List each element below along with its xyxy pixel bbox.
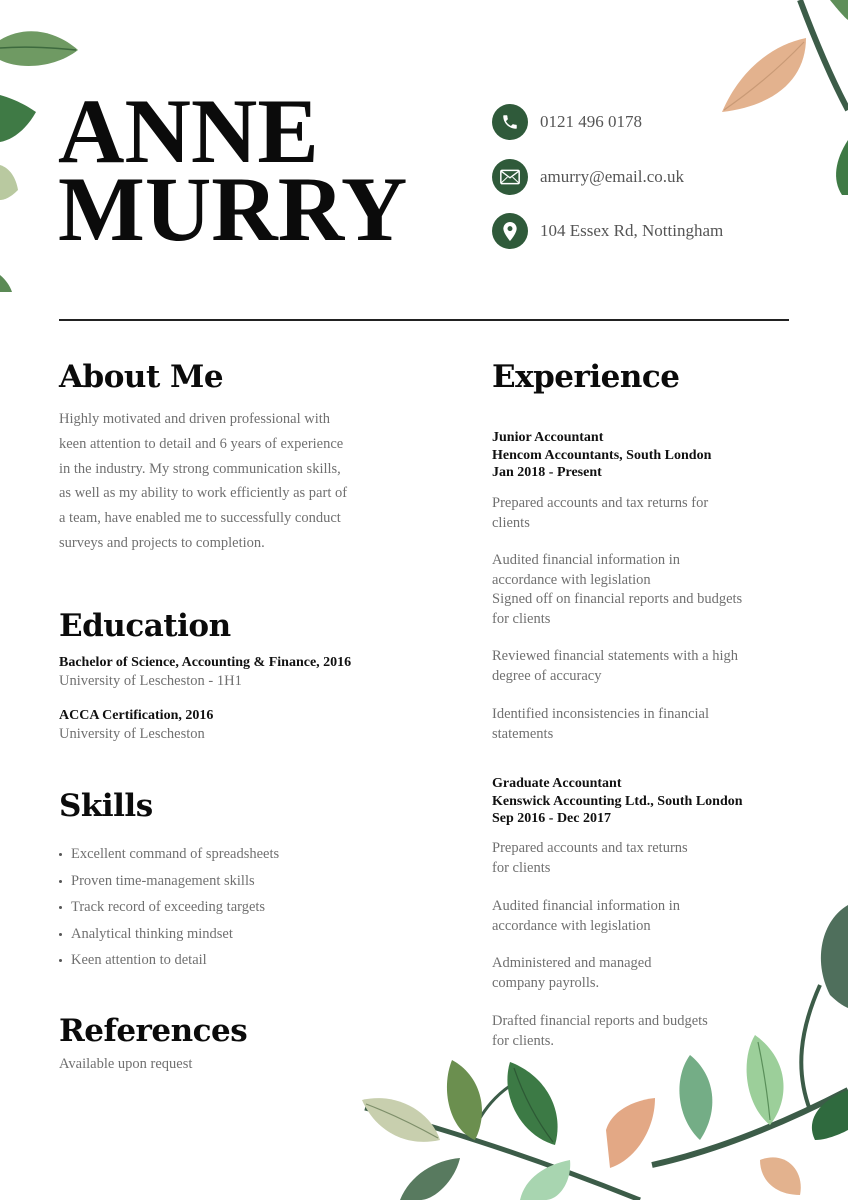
- job-header: [492, 429, 711, 482]
- job-duty: [492, 954, 762, 993]
- job-duty: [492, 494, 762, 533]
- location-pin-icon: [492, 213, 528, 249]
- bottom-center-leaf-cluster: [362, 1060, 655, 1200]
- candidate-name: [58, 80, 408, 260]
- references-text: Available upon request: [59, 1056, 193, 1072]
- experience-heading: Experience: [492, 359, 680, 395]
- about-line: in the industry. My strong communication skills,: [59, 460, 341, 477]
- skill-text: Track record of exceeding targets: [71, 899, 266, 916]
- duty-line: statements: [492, 725, 554, 742]
- list-item: [59, 925, 279, 952]
- references-heading: References: [59, 1013, 248, 1049]
- bullet-icon: [59, 906, 62, 909]
- duty-line: company payrolls.: [492, 974, 600, 991]
- education-item: [59, 654, 351, 691]
- job-duty: [492, 551, 762, 629]
- duty-line: Identified inconsistencies in financial: [492, 706, 710, 722]
- education-heading: Education: [59, 608, 231, 644]
- skill-text: Analytical thinking mindset: [71, 925, 233, 942]
- skill-text: Proven time-management skills: [71, 872, 255, 889]
- duty-line: Audited financial information in: [492, 552, 681, 568]
- job-company: Kenswick Accounting Ltd., South London: [492, 793, 743, 809]
- education-item: [59, 707, 213, 744]
- bullet-icon: [59, 853, 62, 856]
- first-name: ANNE: [58, 80, 319, 182]
- top-right-leaf-cluster: [722, 0, 848, 195]
- last-name: MURRY: [58, 158, 408, 260]
- duty-line: accordance with legislation: [492, 571, 651, 588]
- list-item: [59, 872, 279, 899]
- phone-icon: [492, 104, 528, 140]
- duty-line: Administered and managed: [492, 955, 652, 971]
- job-role: Graduate Accountant: [492, 776, 622, 791]
- skill-text: Excellent command of spreadsheets: [71, 846, 280, 862]
- job-duty: [492, 897, 762, 936]
- job-duty: [492, 1012, 762, 1051]
- about-line: Highly motivated and driven professional with: [59, 411, 331, 427]
- job-role: Junior Accountant: [492, 430, 604, 445]
- phone-number: 0121 496 0178: [540, 112, 642, 131]
- skills-heading: Skills: [59, 788, 153, 824]
- skill-text: Keen attention to detail: [71, 952, 207, 969]
- duty-line: Signed off on financial reports and budgets: [492, 591, 743, 607]
- about-line: as well as my ability to work efficiently as part of: [59, 485, 348, 502]
- job-dates: Jan 2018 - Present: [492, 465, 602, 480]
- envelope-icon: [492, 159, 528, 195]
- duty-line: clients: [492, 514, 530, 531]
- duty-line: Reviewed financial statements with a high: [492, 648, 739, 664]
- duty-line: Prepared accounts and tax returns for: [492, 495, 709, 511]
- duty-line: for clients: [492, 859, 551, 876]
- email-address: amurry@email.co.uk: [540, 167, 685, 186]
- about-text: [59, 407, 379, 556]
- about-heading: About Me: [59, 359, 224, 395]
- about-line: keen attention to detail and 6 years of experience: [59, 435, 344, 452]
- duty-line: Audited financial information in: [492, 898, 681, 914]
- school-name: University of Lescheston: [59, 725, 205, 742]
- job-company: Hencom Accountants, South London: [492, 447, 712, 463]
- bullet-icon: [59, 933, 62, 936]
- street-address: 104 Essex Rd, Nottingham: [540, 221, 724, 240]
- duty-line: Prepared accounts and tax returns: [492, 840, 688, 856]
- header-divider: [59, 319, 789, 321]
- duty-line: for clients.: [492, 1032, 555, 1049]
- job-header: [492, 775, 743, 828]
- job-duty: [492, 839, 762, 878]
- bullet-icon: [59, 959, 62, 962]
- degree-title: Bachelor of Science, Accounting & Finance, 2016: [59, 655, 352, 670]
- duty-line: degree of accuracy: [492, 667, 602, 684]
- duty-line: Drafted financial reports and budgets: [492, 1013, 708, 1029]
- duty-line: accordance with legislation: [492, 917, 651, 934]
- degree-title: ACCA Certification, 2016: [59, 708, 214, 723]
- bullet-icon: [59, 880, 62, 883]
- list-item: [59, 951, 279, 978]
- list-item: [59, 898, 279, 925]
- duty-line: for clients: [492, 610, 551, 627]
- about-line: a team, have enabled me to successfully conduct: [59, 510, 341, 527]
- skills-list: [59, 845, 279, 978]
- about-line: surveys and projects to completion.: [59, 534, 265, 551]
- job-dates: Sep 2016 - Dec 2017: [492, 811, 611, 826]
- list-item: [59, 845, 279, 872]
- job-duty: [492, 647, 762, 686]
- school-name: University of Lescheston - 1H1: [59, 672, 242, 689]
- job-duty: [492, 705, 762, 744]
